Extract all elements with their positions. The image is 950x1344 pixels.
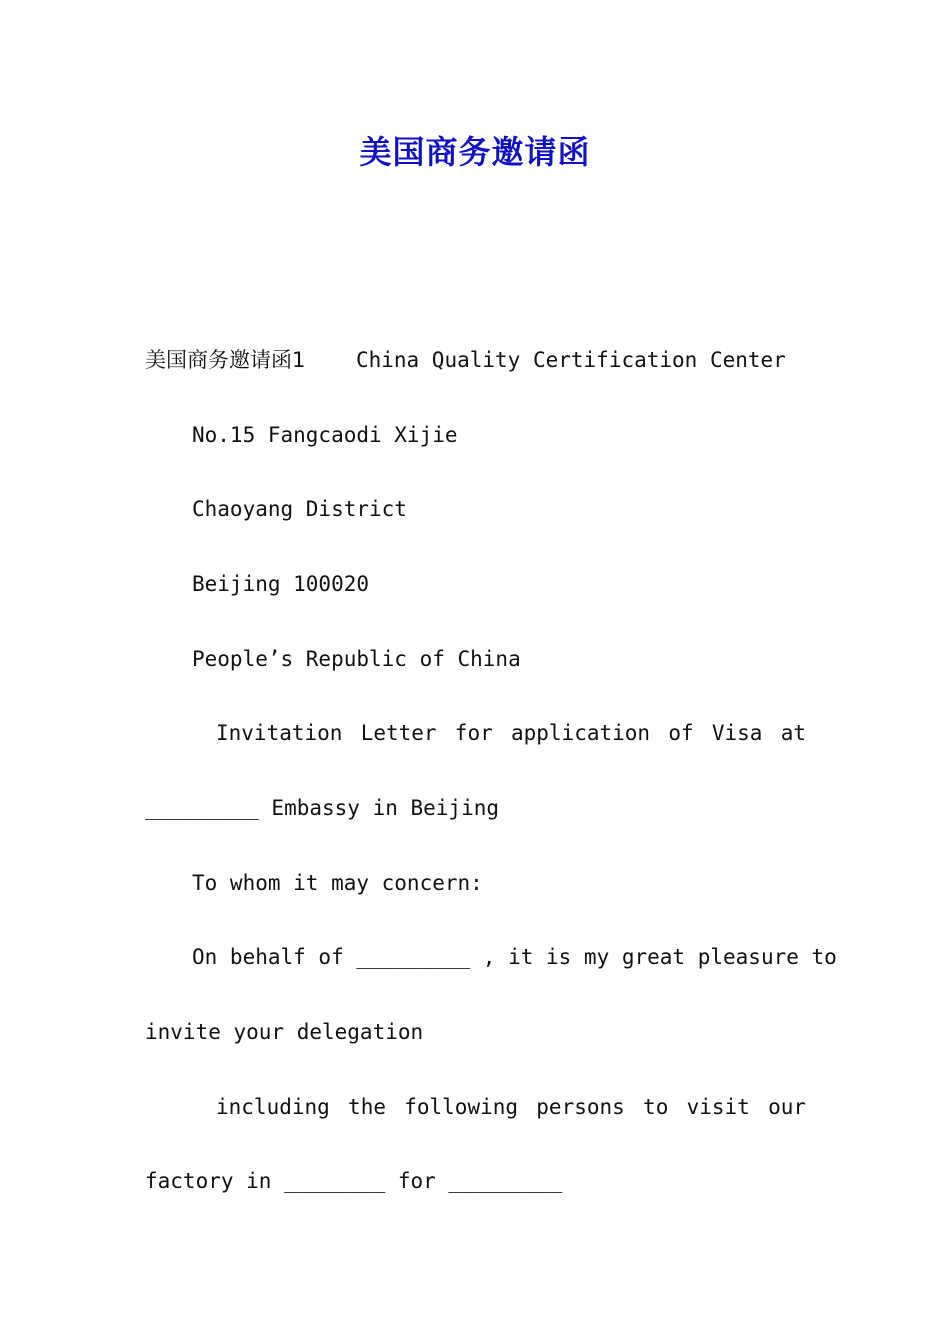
company-name: China Quality Certification Center (355, 348, 786, 372)
paragraph-1-line-1: On behalf of _________ , it is my great pleasure to (192, 945, 837, 969)
paragraph-2-line-1 (216, 1092, 806, 1122)
paragraph-word: to (643, 1095, 669, 1119)
address-line-3: Beijing 100020 (192, 572, 370, 596)
document-title: 美国商务邀请函 (359, 133, 591, 171)
salutation: To whom it may concern: (192, 871, 483, 895)
subject-continuation: _________ Embassy in Beijing (145, 796, 500, 820)
paragraph-2-line-2: factory in ________ for _________ (145, 1169, 563, 1193)
paragraph-word: persons (536, 1095, 625, 1119)
address-line-4: People’s Republic of China (192, 647, 521, 671)
address-line-2: Chaoyang District (192, 497, 407, 521)
subject-word: Visa (711, 721, 763, 745)
heading-line (145, 345, 786, 375)
paragraph-word: visit (686, 1095, 750, 1119)
subject-line (216, 718, 806, 748)
paragraph-1-line-2: invite your delegation (145, 1020, 424, 1044)
subject-word: Invitation (216, 721, 343, 745)
heading-cn: 美国商务邀请函1 (145, 348, 306, 372)
subject-word: at (780, 721, 806, 745)
paragraph-word: the (348, 1095, 386, 1119)
address-line-1: No.15 Fangcaodi Xijie (192, 423, 458, 447)
paragraph-word: our (768, 1095, 806, 1119)
paragraph-word: following (404, 1095, 519, 1119)
paragraph-word: including (216, 1095, 330, 1119)
subject-word: for (454, 721, 493, 745)
subject-word: of (668, 721, 694, 745)
subject-word: Letter (360, 721, 437, 745)
subject-word: application (510, 721, 651, 745)
